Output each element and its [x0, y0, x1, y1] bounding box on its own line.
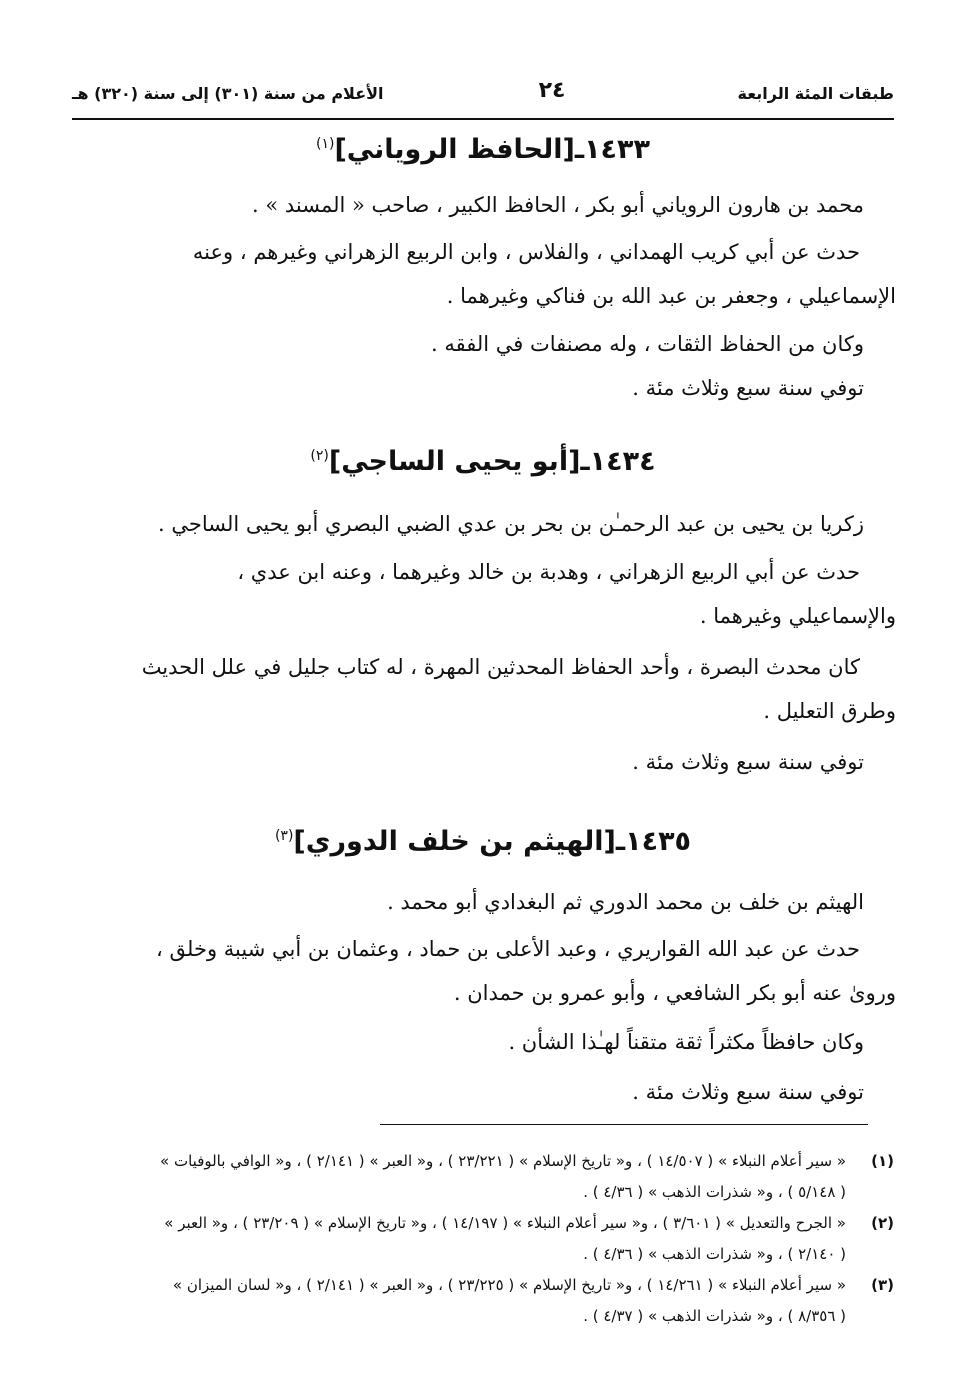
entry-body-1434-3 — [72, 645, 896, 733]
entry-body-1433 — [72, 183, 864, 227]
entry-line: محمد بن هارون الروياني أبو بكر ، الحافظ الكبير ، صاحب « المسند » . — [251, 193, 864, 217]
footnote-1 — [72, 1146, 894, 1210]
footnote-text — [72, 1270, 846, 1332]
footnote-line: « الجرح والتعديل » ( ٣/٦٠١ ) ، و« سير أعلام النبلاء » ( ١٤/١٩٧ ) ، و« تاريخ الإسلام » ( ٢٣/٢٠٩ ) ، و« العبر » — [164, 1214, 846, 1232]
entry-line: وكان حافظاً مكثراً ثقة متقناً لهـٰذا الشأن . — [508, 1030, 864, 1054]
footnote-divider — [380, 1124, 868, 1125]
footnote-line: « سير أعلام النبلاء » ( ١٤/٢٦١ ) ، و« تاريخ الإسلام » ( ٢٣/٢٢٥ ) ، و« العبر » ( ٢/١٤١ ) ، و« لسان الميزان » — [172, 1276, 846, 1294]
footnote-ref: (٣) — [274, 828, 294, 844]
entry-line: زكريا بن يحيى بن عبد الرحمـٰن بن بحر بن عدي الضبي البصري أبو يحيى الساجي . — [158, 512, 864, 536]
footnote-2 — [72, 1208, 894, 1272]
entry-line: وروىٰ عنه أبو بكر الشافعي ، وأبو عمرو بن حمدان . — [453, 981, 896, 1005]
header-divider — [72, 118, 894, 120]
entry-line: الهيثم بن خلف بن محمد الدوري ثم البغدادي أبو محمد . — [387, 890, 864, 914]
entry-title-1434 — [72, 446, 894, 477]
entry-title-text: ١٤٣٥ـ[الهيثم بن خلف الدوري] — [293, 826, 692, 857]
entry-body-1435-3 — [72, 1020, 864, 1114]
entry-line: وكان من الحفاظ الثقات ، وله مصنفات في الفقه . — [431, 332, 864, 356]
entry-line: حدث عن أبي كريب الهمداني ، والفلاس ، وابن الربيع الزهراني وغيرهم ، وعنه — [192, 240, 860, 264]
entry-body-1435-2 — [72, 927, 896, 1015]
entry-line: توفي سنة سبع وثلاث مئة . — [632, 750, 864, 774]
footnote-line: ( ٨/٣٥٦ ) ، و« شذرات الذهب » ( ٤/٣٧ ) . — [583, 1307, 846, 1325]
entry-line: توفي سنة سبع وثلاث مئة . — [632, 1080, 864, 1104]
footnote-number: (٢) — [871, 1214, 894, 1232]
entry-line: حدث عن عبد الله القواريري ، وعبد الأعلى بن حماد ، وعثمان بن أبي شيبة وخلق ، — [156, 937, 860, 961]
entry-line: وطرق التعليل . — [763, 699, 896, 723]
footnote-text — [72, 1146, 846, 1208]
footnote-number: (١) — [871, 1152, 894, 1170]
footnote-text — [72, 1208, 846, 1270]
entry-title-1435 — [72, 826, 894, 857]
footnote-line: ( ٢/١٤٠ ) ، و« شذرات الذهب » ( ٤/٣٦ ) . — [583, 1245, 846, 1263]
entry-line: حدث عن أبي الربيع الزهراني ، وهدبة بن خالد وغيرهما ، وعنه ابن عدي ، — [237, 560, 860, 584]
page-number: ٢٤ — [538, 78, 566, 103]
footnote-ref: (١) — [316, 136, 335, 152]
entry-title-text: ١٤٣٣ـ[الحافظ الروياني] — [334, 134, 650, 165]
footnote-line: ( ٥/١٤٨ ) ، و« شذرات الذهب » ( ٤/٣٦ ) . — [583, 1183, 846, 1201]
running-header — [72, 78, 894, 110]
header-section-range: الأعلام من سنة (٣٠١) إلى سنة (٣٢٠) هـ — [72, 84, 384, 103]
footnote-line: « سير أعلام النبلاء » ( ١٤/٥٠٧ ) ، و« تاريخ الإسلام » ( ٢٣/٢٢١ ) ، و« العبر » ( ٢/١٤١ ) ، و« الوافي بالوفيات » — [160, 1152, 846, 1170]
entry-title-text: ١٤٣٤ـ[أبو يحيى الساجي] — [328, 446, 656, 477]
entry-line: توفي سنة سبع وثلاث مئة . — [632, 376, 864, 400]
footnote-ref: (٢) — [310, 448, 329, 464]
entry-body-1435 — [72, 880, 864, 924]
header-book-title: طبقات المئة الرابعة — [737, 84, 894, 103]
entry-line: الإسماعيلي ، وجعفر بن عبد الله بن فناكي وغيرهما . — [446, 284, 896, 308]
entry-line: كان محدث البصرة ، وأحد الحفاظ المحدثين المهرة ، له كتاب جليل في علل الحديث — [141, 655, 860, 679]
footnote-3 — [72, 1270, 894, 1334]
entry-body-1433-3 — [72, 322, 864, 410]
entry-line: والإسماعيلي وغيرهما . — [699, 604, 896, 628]
entry-body-1434 — [72, 502, 864, 546]
entry-title-1433 — [72, 134, 894, 165]
footnote-number: (٣) — [871, 1276, 894, 1294]
entry-body-1434-4 — [72, 740, 864, 784]
entry-body-1434-2 — [72, 550, 896, 638]
entry-body-1433-2 — [72, 230, 896, 318]
